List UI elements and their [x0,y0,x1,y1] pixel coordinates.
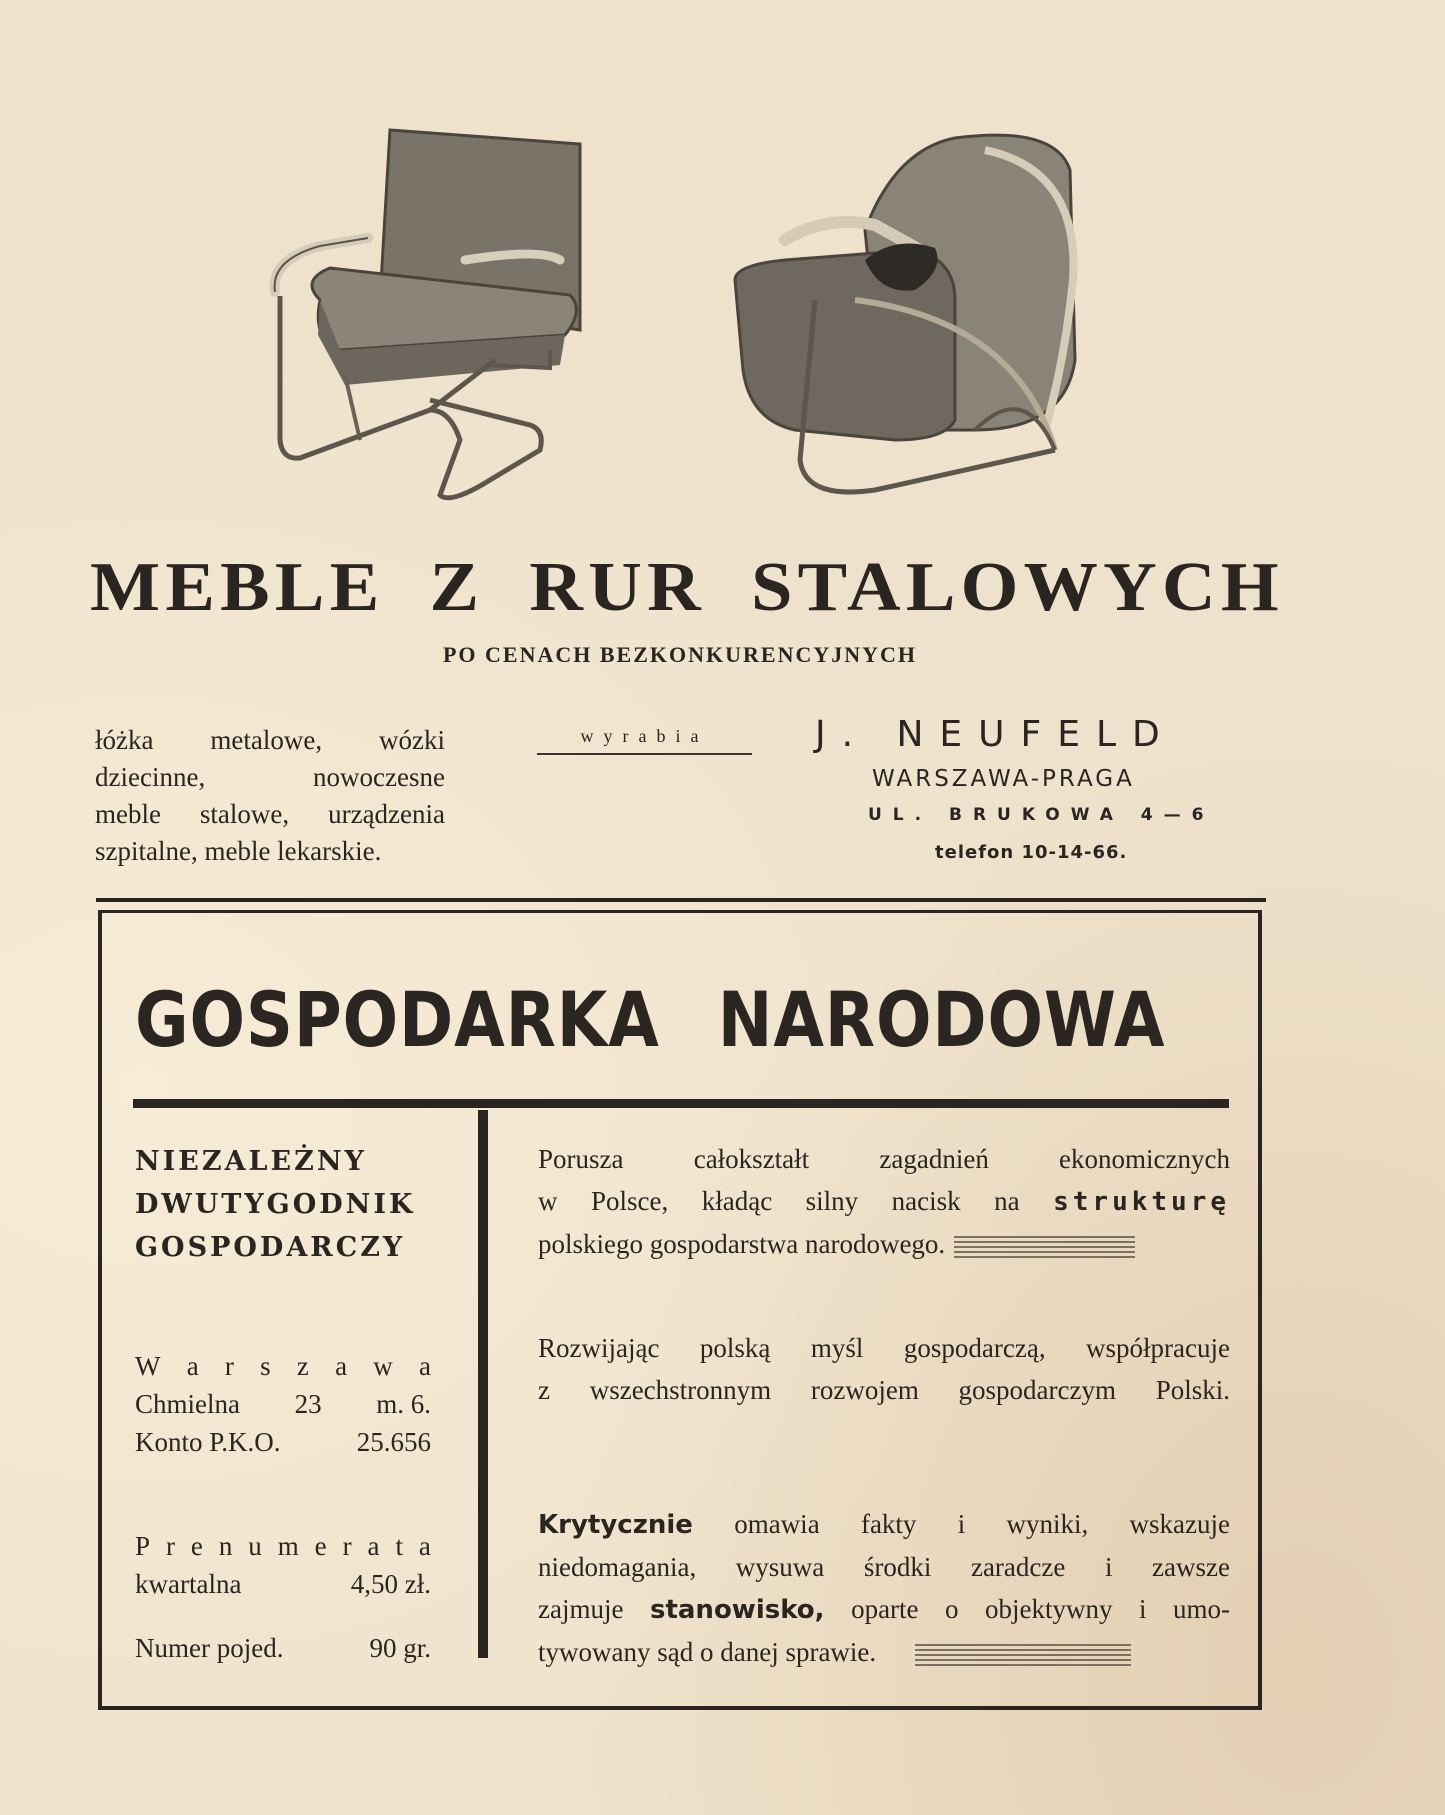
subscription-price: 4,50 zł. [350,1569,431,1599]
paragraph-text: w Polsce, kładąc silny nacisk na [538,1186,1020,1216]
address-street: Chmielna [135,1389,240,1419]
furniture-ad-title: MEBLE Z RUR STALOWYCH [90,549,1284,626]
paragraph-text: tywowany sąd o danej sprawie. [538,1637,877,1667]
single-issue-price: 90 gr. [369,1633,431,1663]
paragraph-text: omawia fakty i wyniki, wskazuje [734,1509,1230,1539]
paragraph-line: Porusza całokształt zagadnień ekonomicznych [538,1144,1230,1174]
tagline-line: GOSPODARCZY [135,1232,406,1263]
tagline-line: DWUTYGODNIK [135,1189,416,1220]
single-issue-label: Numer pojed. [135,1633,284,1663]
decorative-lines [952,1234,1137,1260]
subscription-period: kwartalna [135,1569,242,1599]
paragraph-line [538,1503,1230,1546]
tagline-line: NIEZALEŻNY [135,1146,367,1177]
product-line: łóżka metalowe, wózki [95,725,445,755]
address-street-row [135,1385,431,1423]
description-paragraph [538,1503,1230,1673]
address-flat: m. 6. [376,1389,431,1419]
magazine-tagline [135,1140,431,1269]
account-label: Konto P.K.O. [135,1427,281,1457]
paragraph-text: oparte o objektywny i umo- [851,1594,1231,1624]
lounge-armchair-illustration [725,130,1085,510]
magazine-address [135,1347,431,1461]
cantilever-armchair-illustration [260,120,590,510]
paragraph-line: z wszechstronnym rozwojem gospodarczym Polski. [538,1375,1230,1405]
paragraph-line [538,1180,1230,1223]
paragraph-line [538,1223,1230,1265]
paragraph-line [538,1631,1230,1673]
magazine-title: GOSPODARKA NARODOWA [135,975,1166,1064]
account-row [135,1423,431,1461]
product-line: meble stalowe, urządzenia [95,799,445,829]
emphasis-text: Krytycznie [538,1510,693,1540]
product-line: szpitalne, meble lekarskie. [95,836,382,866]
subscription-label: P r e n u m e r a t a [135,1531,431,1561]
product-line: dziecinne, nowoczesne [95,762,445,792]
company-city: WARSZAWA-PRAGA [872,766,1135,792]
product-list [95,722,445,870]
company-street: UL. BRUKOWA 4—6 [868,805,1215,825]
single-issue-row [135,1629,431,1667]
paragraph-line: niedomagania, wysuwa środki zaradcze i zawsze [538,1552,1230,1582]
decorative-lines [913,1642,1133,1668]
emphasis-text: stanowisko, [649,1595,825,1625]
column-divider [478,1110,488,1658]
address-street-number: 23 [294,1389,322,1419]
section-divider [96,898,1266,902]
company-name: J. NEUFELD [815,714,1176,755]
address-city: W a r s z a w a [135,1351,431,1381]
title-rule [133,1099,1229,1108]
description-paragraph [538,1327,1230,1411]
description-paragraph [538,1138,1230,1265]
paragraph-text: polskiego gospodarstwa narodowego. [538,1229,946,1259]
subscription-info [135,1527,431,1667]
emphasis-text: strukturę [1053,1187,1231,1217]
paragraph-line [538,1588,1230,1631]
account-number: 25.656 [356,1427,431,1457]
paragraph-text: zajmuje [538,1594,624,1624]
paragraph-line: Rozwijając polską myśl gospodarczą, współpracuje [538,1333,1230,1363]
magazine-description-column [538,1138,1230,1673]
company-phone: telefon 10-14-66. [935,842,1128,863]
magazine-info-column [135,1140,431,1667]
subscription-price-row [135,1565,431,1603]
furniture-ad-subtitle: PO CENACH BEZKONKURENCYJNYCH [442,642,918,667]
maker-label: wyrabia [537,726,752,755]
